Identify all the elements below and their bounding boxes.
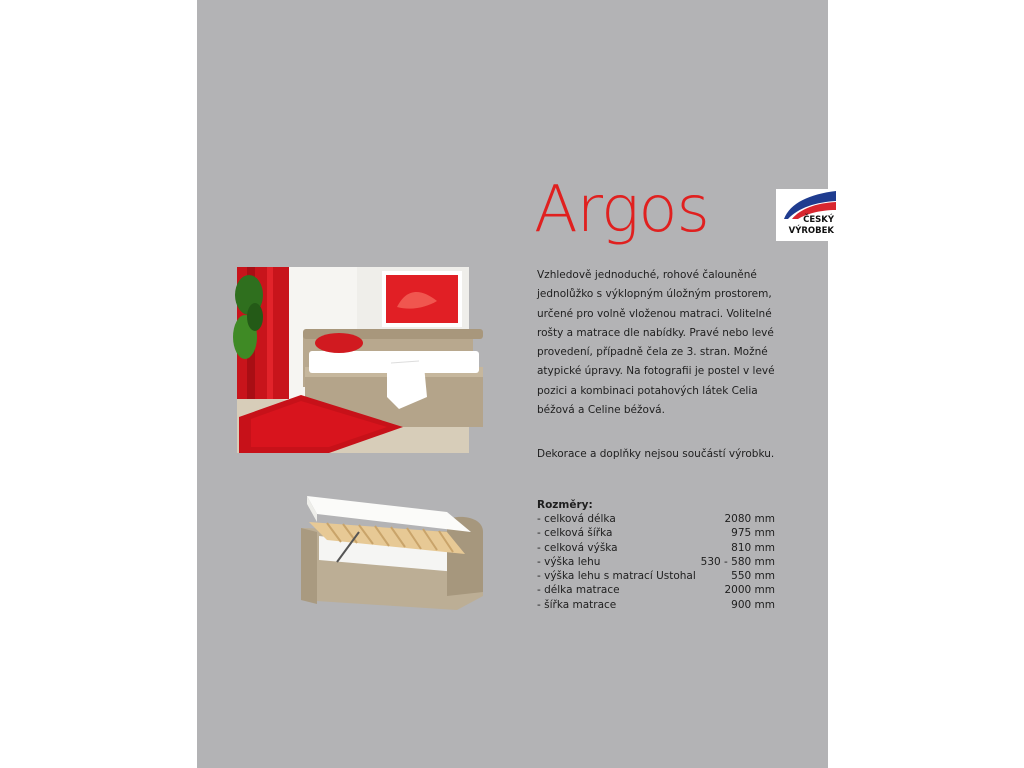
product-title: Argos xyxy=(534,173,709,247)
dimension-value: 2000 mm xyxy=(724,584,775,597)
dimension-row xyxy=(537,526,775,540)
catalog-page xyxy=(197,0,834,768)
decoration-note: Dekorace a doplňky nejsou součástí výrobku. xyxy=(537,448,775,460)
dimension-row xyxy=(537,512,775,526)
dimension-label: - celková délka xyxy=(537,513,616,525)
dimension-value: 975 mm xyxy=(731,527,775,540)
product-description: Vzhledově jednoduché, rohové čalouněné jednolůžko s výklopným úložným prostorem, určené pro volně vloženou matraci. Volitelné rošty a matrace dle nabídky. Pravé nebo levé provedení, případně čela ze 3. stran. Možné atypické úpravy. Na fotografii je postel v levé pozici a kombinaci potahových látek Celia béžová a Celine béžová. xyxy=(537,269,775,417)
dimension-label: - výška lehu xyxy=(537,555,601,568)
bed-room-photo xyxy=(237,267,469,453)
dimensions-heading: Rozměry: xyxy=(537,499,593,511)
dimension-value: 900 mm xyxy=(731,598,775,611)
dimension-row xyxy=(537,598,775,612)
dimension-value: 2080 mm xyxy=(724,513,775,525)
dimension-row xyxy=(537,555,775,569)
dimension-label: - šířka matrace xyxy=(537,598,617,611)
badge-text-line2: VÝROBEK xyxy=(788,226,834,236)
dimension-label: - výška lehu s matrací Ustohal xyxy=(537,570,696,583)
dimension-row xyxy=(537,583,775,597)
dimension-label: - celková šířka xyxy=(537,527,613,540)
bed-storage-photo xyxy=(297,492,487,612)
dimension-label: - délka matrace xyxy=(537,584,620,597)
badge-text-line1: ČESKÝ xyxy=(803,215,834,225)
dimension-label: - celková výška xyxy=(537,541,618,554)
dimensions-list xyxy=(537,512,775,612)
czech-product-badge xyxy=(776,189,836,241)
dimension-value: 530 - 580 mm xyxy=(700,555,775,568)
dimension-row xyxy=(537,569,775,583)
dimensions-section xyxy=(537,498,775,612)
dimension-value: 810 mm xyxy=(731,541,775,554)
dimension-row xyxy=(537,541,775,555)
dimension-value: 550 mm xyxy=(731,570,775,583)
